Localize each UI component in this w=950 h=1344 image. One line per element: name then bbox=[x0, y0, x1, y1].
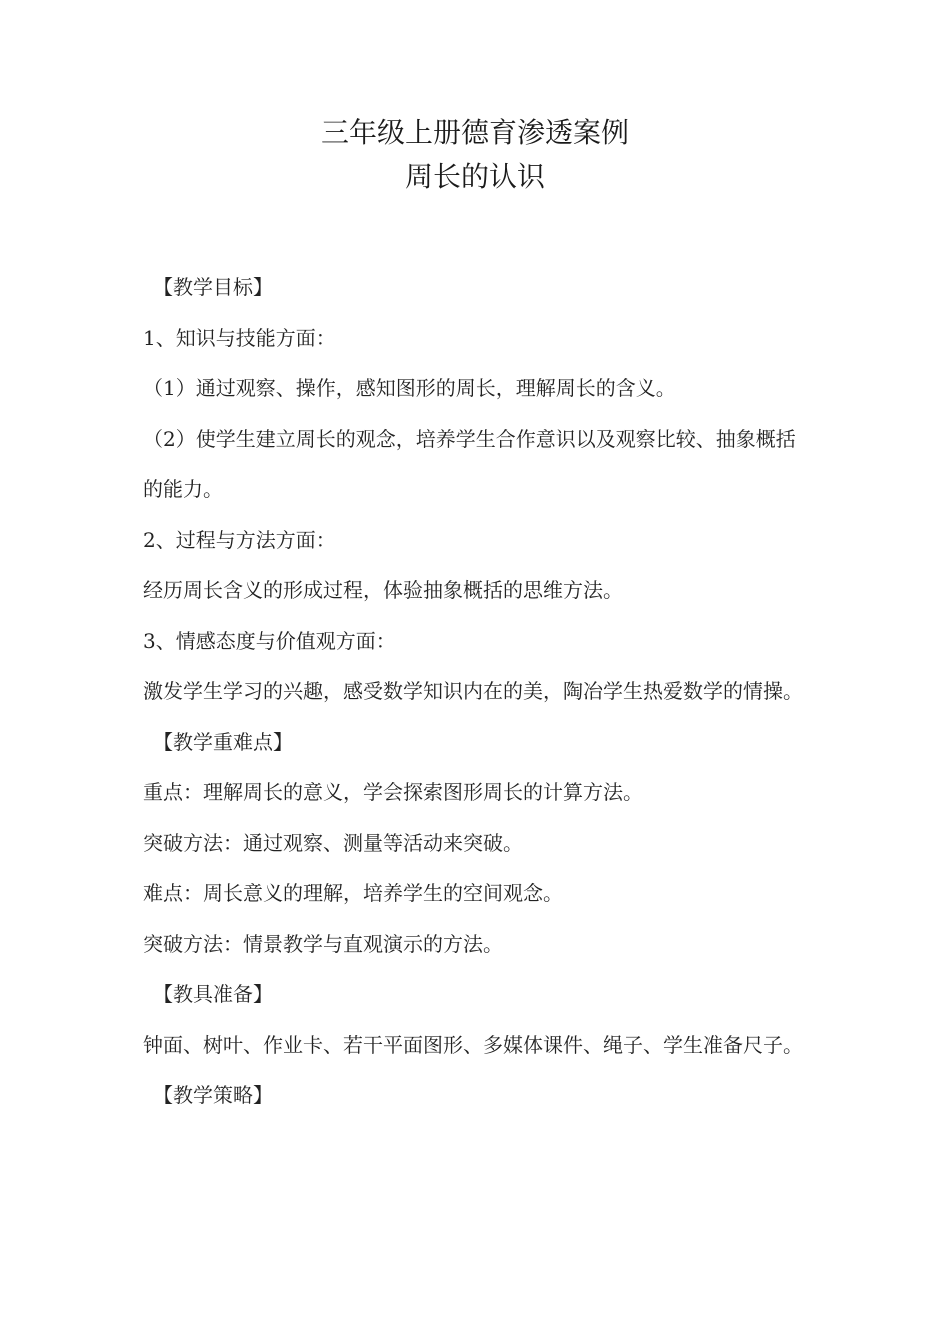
process-text: 经历周长含义的形成过程，体验抽象概括的思维方法。 bbox=[143, 578, 623, 602]
objectives-heading: 【教学目标】 bbox=[153, 275, 273, 299]
emotion-heading: 3、情感态度与价值观方面： bbox=[143, 628, 396, 653]
emotion-text: 激发学生学习的兴趣，感受数学知识内在的美，陶冶学生热爱数学的情操。 bbox=[143, 679, 803, 703]
knowledge-heading: 1、知识与技能方面： bbox=[143, 325, 336, 350]
keypoints-heading: 【教学重难点】 bbox=[153, 729, 293, 754]
document-title: 三年级上册德育渗透案例 bbox=[320, 116, 629, 149]
document-body bbox=[143, 262, 808, 1121]
knowledge-item-2: （2）使学生建立周长的观念，培养学生合作意识以及观察比较、抽象概括的能力。 bbox=[143, 426, 796, 501]
strategy-heading: 【教学策略】 bbox=[153, 1083, 273, 1107]
tools-heading: 【教具准备】 bbox=[153, 982, 273, 1006]
key-point: 重点：理解周长的意义，学会探索图形周长的计算方法。 bbox=[143, 780, 643, 804]
knowledge-item-1: （1）通过观察、操作，感知图形的周长，理解周长的含义。 bbox=[143, 376, 676, 400]
process-heading: 2、过程与方法方面： bbox=[143, 527, 336, 552]
difficult-method: 突破方法：情景教学与直观演示的方法。 bbox=[143, 931, 503, 956]
key-method: 突破方法：通过观察、测量等活动来突破。 bbox=[143, 830, 523, 855]
difficult-point: 难点：周长意义的理解，培养学生的空间观念。 bbox=[143, 881, 563, 905]
tools-text: 钟面、树叶、作业卡、若干平面图形、多媒体课件、绳子、学生准备尺子。 bbox=[143, 1032, 803, 1057]
document-subtitle: 周长的认识 bbox=[404, 160, 545, 193]
